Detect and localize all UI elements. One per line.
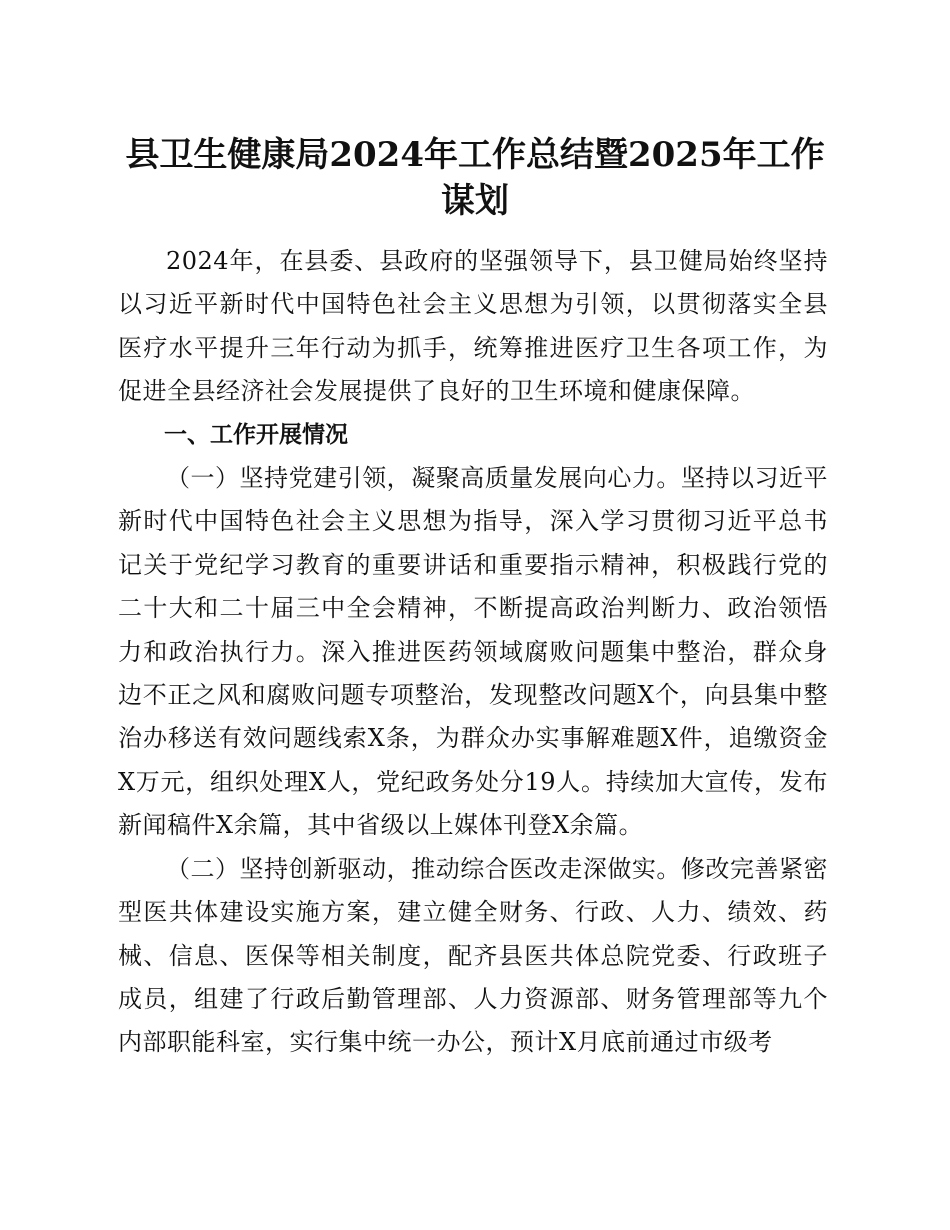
paragraph-party-building: （一）坚持党建引领，凝聚高质量发展向心力。坚持以习近平新时代中国特色社会主义思想为指导，深入学习贯彻习近平总书记关于党纪学习教育的重要讲话和重要指示精神，积极践行党的二十大和二十届三中全会精神，不断提高政治判断力、政治领悟力和政治执行力。深入推进医药领域腐败问题集中整治，群众身边不正之风和腐败问题专项整治，发现整改问题X个，向县集中整治办移送有效问题线索X条，为群众办实事解难题X件，追缴资金X万元，组织处理X人，党纪政务处分19人。持续加大宣传，发布新闻稿件X余篇，其中省级以上媒体刊登X余篇。	[118, 464, 828, 840]
intro-paragraph: 2024年，在县委、县政府的坚强领导下，县卫健局始终坚持以习近平新时代中国特色社会主义思想为引领，以贯彻落实全县医疗水平提升三年行动为抓手，统筹推进医疗卫生各项工作，为促进全县经济社会发展提供了良好的卫生环境和健康保障。	[118, 247, 828, 406]
document-title: 县卫生健康局2024年工作总结暨2025年工作谋划	[125, 135, 825, 221]
paragraph-medical-reform: （二）坚持创新驱动，推动综合医改走深做实。修改完善紧密型医共体建设实施方案，建立健全财务、行政、人力、绩效、药械、信息、医保等相关制度，配齐县医共体总院党委、行政班子成员，组建了行政后勤管理部、人力资源部、财务管理部等九个内部职能科室，实行集中统一办公，预计X月底前通过市级考	[118, 854, 828, 1057]
document-body	[118, 240, 828, 1065]
section-heading: 一、工作开展情况	[164, 421, 348, 448]
